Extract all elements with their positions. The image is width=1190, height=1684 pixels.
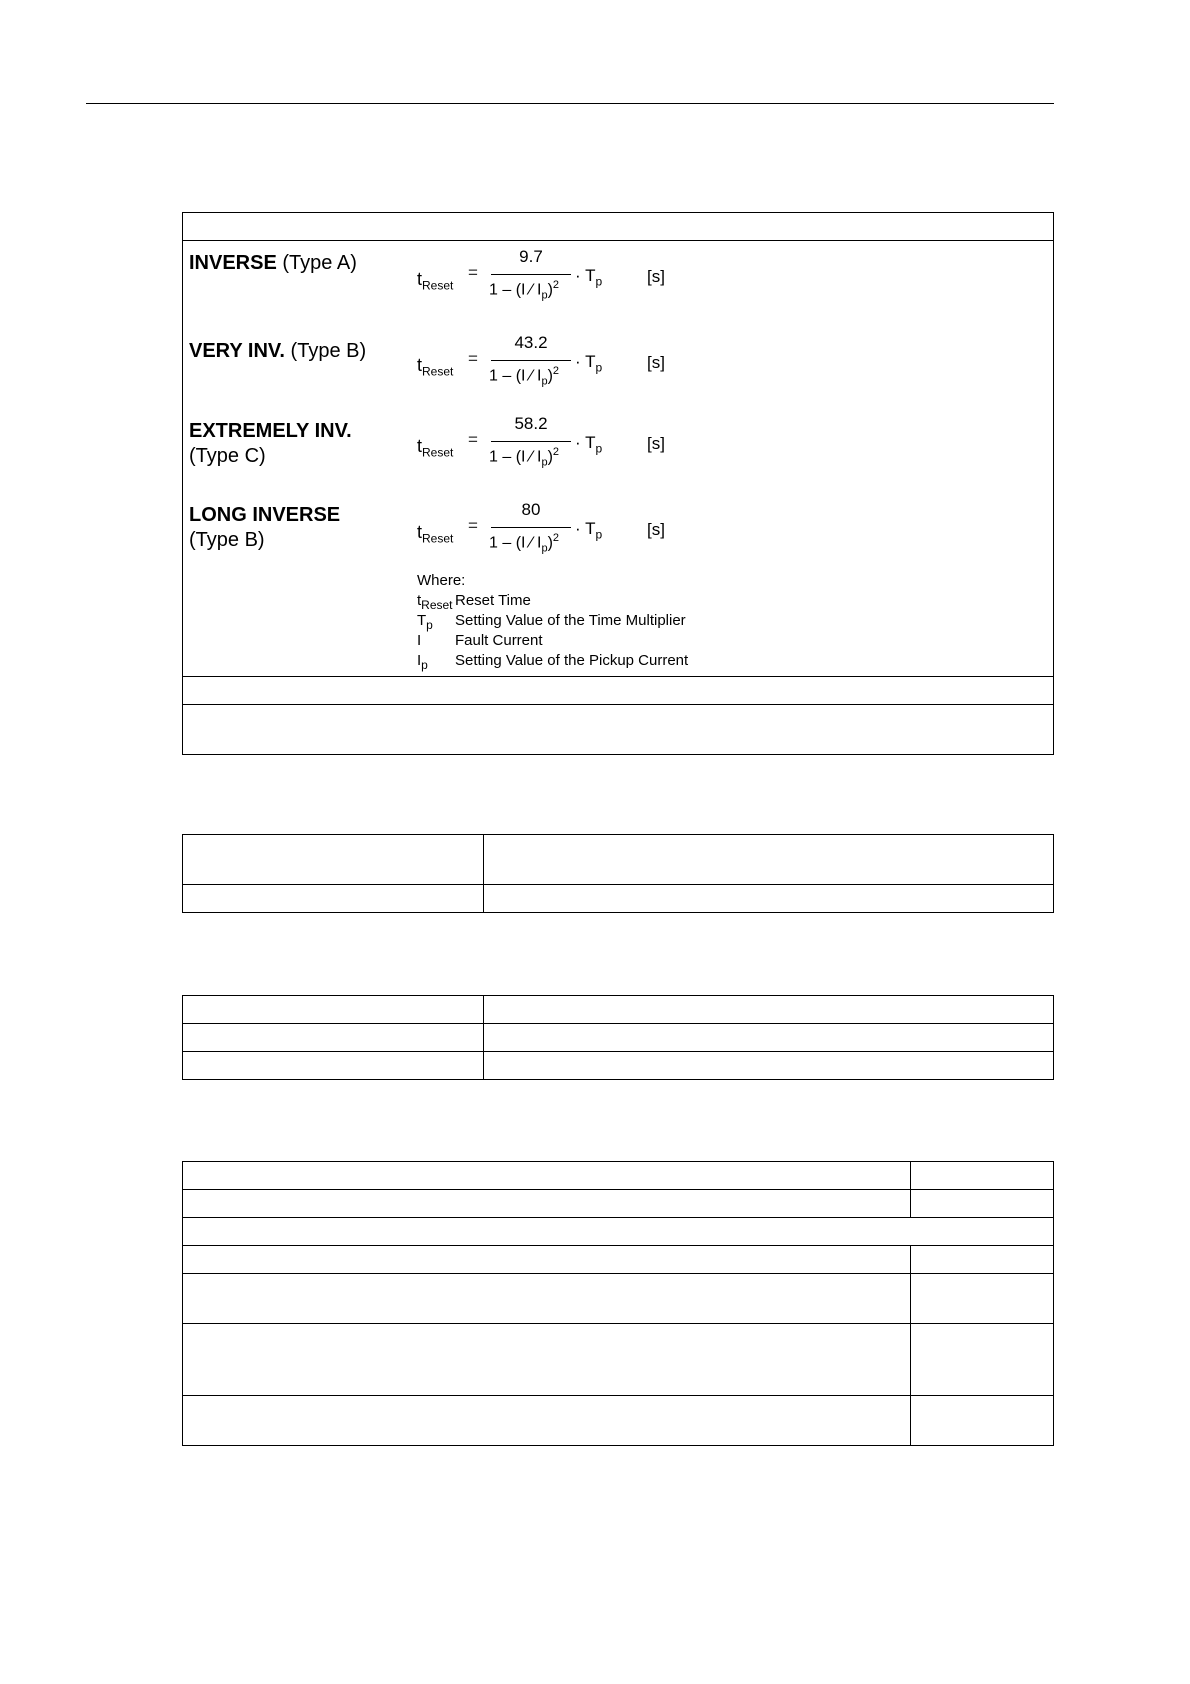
multiplier: · $T_p$ — [575, 519, 603, 542]
settings-table-3 — [182, 1161, 1054, 1446]
table-cell — [183, 996, 484, 1024]
numerator: 58.2 — [514, 414, 548, 433]
table-cell — [183, 835, 484, 885]
table-cell — [484, 996, 1054, 1024]
table-cell — [484, 885, 1054, 913]
table-cell — [183, 1324, 911, 1396]
multiplier: · $T_p$ — [575, 352, 603, 375]
table-cell — [183, 1274, 911, 1324]
table-cell — [911, 1190, 1054, 1218]
reset-time-table — [182, 212, 1054, 755]
formula-cell — [183, 241, 1054, 677]
curve-label-extremely-inv — [189, 419, 352, 469]
multiplier: · $T_p$ — [575, 266, 603, 289]
denominator: 1 – (I ⁄ $I_p)^2$ — [489, 279, 560, 302]
where-label: Where: — [417, 572, 466, 589]
settings-table-1 — [182, 834, 1054, 913]
table-cell — [183, 1162, 911, 1190]
curve-label-long-inverse — [189, 503, 340, 553]
equals-sign: = — [468, 516, 478, 535]
fraction-bar — [491, 360, 571, 361]
curve-name: VERY INV. — [189, 340, 285, 362]
t-reset: $t_{Reset}$ — [417, 269, 454, 293]
table-cell — [911, 1162, 1054, 1190]
formula-long-inverse — [417, 500, 717, 564]
unit: [s] — [647, 353, 665, 372]
table-cell — [484, 835, 1054, 885]
table-cell — [183, 1246, 911, 1274]
unit: [s] — [647, 520, 665, 539]
legend-item: $I_p$ Setting Value of the Pickup Current — [417, 652, 689, 672]
legend-item: I Fault Current — [417, 632, 543, 649]
denominator: 1 – (I ⁄ $I_p)^2$ — [489, 532, 560, 555]
table-cell — [911, 1396, 1054, 1446]
table-cell — [911, 1274, 1054, 1324]
header-rule — [86, 103, 1054, 104]
legend-item: $t_{Reset}$ Reset Time — [417, 592, 531, 612]
curve-name: INVERSE — [189, 252, 277, 274]
table-cell — [183, 885, 484, 913]
equals-sign: = — [468, 349, 478, 368]
unit: [s] — [647, 267, 665, 286]
curve-label-inverse — [189, 251, 357, 276]
curve-type: (Type B) — [189, 529, 265, 551]
fraction-bar — [491, 274, 571, 275]
settings-table-2 — [182, 995, 1054, 1080]
equals-sign: = — [468, 263, 478, 282]
formula-inverse — [417, 247, 717, 311]
equals-sign: = — [468, 430, 478, 449]
table-cell — [484, 1024, 1054, 1052]
table-header-cell — [183, 213, 1054, 241]
table-cell — [183, 1190, 911, 1218]
curve-type: (Type B) — [290, 340, 367, 362]
t-reset: $t_{Reset}$ — [417, 522, 454, 546]
fraction-bar — [491, 441, 571, 442]
curve-name: LONG INVERSE — [189, 504, 341, 526]
formula-extremely-inv — [417, 414, 717, 478]
curve-type: (Type C) — [189, 445, 266, 467]
curve-label-very-inv — [189, 339, 366, 364]
numerator: 80 — [521, 500, 541, 519]
table-empty-row — [183, 677, 1054, 705]
fraction-bar — [491, 527, 571, 528]
table-cell — [183, 1218, 1054, 1246]
legend-item: $T_p$ Setting Value of the Time Multiplier — [417, 612, 686, 632]
curve-type: (Type A) — [282, 252, 357, 274]
curve-name: EXTREMELY INV. — [189, 420, 352, 442]
numerator: 9.7 — [519, 247, 543, 266]
table-cell — [183, 1396, 911, 1446]
multiplier: · $T_p$ — [575, 433, 603, 456]
denominator: 1 – (I ⁄ $I_p)^2$ — [489, 365, 560, 388]
table-cell — [484, 1052, 1054, 1080]
denominator: 1 – (I ⁄ $I_p)^2$ — [489, 446, 560, 469]
table-cell — [911, 1246, 1054, 1274]
table-cell — [911, 1324, 1054, 1396]
table-cell — [183, 1024, 484, 1052]
table-empty-row — [183, 705, 1054, 755]
formula-very-inv — [417, 333, 717, 397]
numerator: 43.2 — [514, 333, 548, 352]
unit: [s] — [647, 434, 665, 453]
t-reset: $t_{Reset}$ — [417, 355, 454, 379]
t-reset: $t_{Reset}$ — [417, 436, 454, 460]
table-cell — [183, 1052, 484, 1080]
